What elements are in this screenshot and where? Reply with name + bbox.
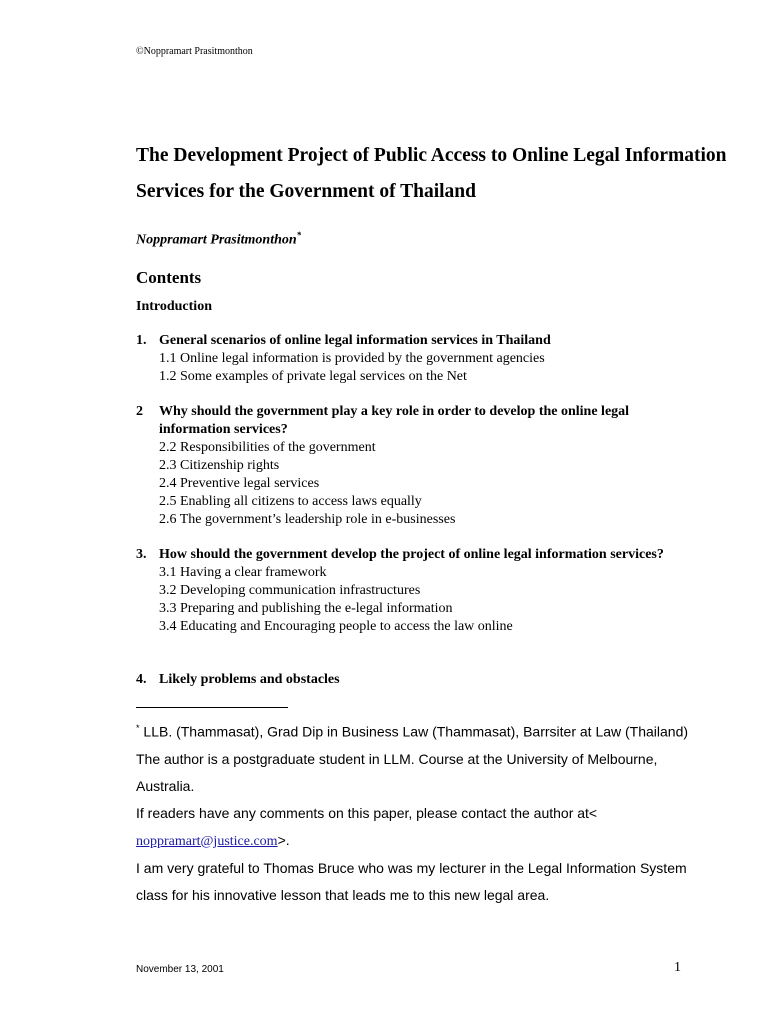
contents-section-3 (136, 546, 696, 636)
subsection-item: 2.4 Preventive legal services (159, 476, 320, 491)
section-heading (136, 332, 696, 350)
footer-date: November 13, 2001 (136, 964, 224, 975)
header-copyright: ©Noppramart Prasitmonthon (136, 46, 253, 57)
subsection-item: 2.2 Responsibilities of the government (159, 440, 376, 455)
contents-section-1 (136, 332, 696, 386)
author-name: Noppramart Prasitmonthon (136, 232, 297, 248)
subsection-item: 1.1 Online legal information is provided by the government agencies (159, 351, 545, 366)
section-number: 1. (136, 333, 147, 348)
footnote-credentials (136, 715, 696, 746)
author-line (136, 230, 301, 249)
page-number: 1 (674, 960, 681, 975)
contents-section-4 (136, 671, 696, 689)
author-footnote-mark: * (296, 230, 302, 240)
section-number: 2 (136, 404, 143, 419)
contents-heading: Contents (136, 268, 202, 287)
section-title: Likely problems and obstacles (159, 672, 340, 687)
section-title: Why should the government play a key role in order to develop the online legal information services? (159, 404, 630, 437)
section-number: 3. (136, 547, 147, 562)
section-heading (136, 671, 696, 689)
section-title: General scenarios of online legal information services in Thailand (159, 333, 551, 348)
credentials-text: LLB. (Thammasat), Grad Dip in Business Law (Thammasat), Barrsiter at Law (Thailand) (143, 723, 689, 740)
contents-section-2 (136, 403, 696, 529)
contents-introduction: Introduction (136, 299, 212, 314)
footnote-student: The author is a postgraduate student in LLM. Course at the University of Melbourne, Australia. (136, 750, 658, 794)
subsection-item: 3.1 Having a clear framework (159, 565, 327, 580)
footnote-thanks: I am very grateful to Thomas Bruce who was my lecturer in the Legal Information System class for his innovative lesson that leads me to this new legal area. (136, 859, 687, 903)
subsection-item: 3.2 Developing communication infrastructures (159, 583, 421, 598)
subsection-item: 1.2 Some examples of private legal services on the Net (159, 369, 467, 384)
footnote-mark: * (136, 723, 140, 733)
document-title: The Development Project of Public Access to Online Legal Information Services for the Government of Thailand (136, 145, 727, 202)
section-heading (136, 546, 696, 564)
author-email-link[interactable]: noppramart@justice.com (136, 833, 278, 849)
subsection-item: 2.3 Citizenship rights (159, 458, 280, 473)
subsection-item: 2.5 Enabling all citizens to access laws equally (159, 494, 422, 509)
subsection-item: 3.4 Educating and Encouraging people to access the law online (159, 619, 513, 634)
contact-prefix: If readers have any comments on this paper, please contact the author at< (136, 804, 598, 821)
footnote (136, 715, 696, 909)
footnote-contact (136, 800, 696, 855)
section-title: How should the government develop the project of online legal information services? (159, 547, 664, 562)
subsection-item: 3.3 Preparing and publishing the e-legal information (159, 601, 453, 616)
footnote-divider (136, 707, 288, 708)
section-heading (136, 403, 696, 439)
section-number: 4. (136, 672, 147, 687)
contact-suffix: >. (277, 831, 290, 848)
subsection-item: 2.6 The government’s leadership role in e-businesses (159, 512, 456, 527)
